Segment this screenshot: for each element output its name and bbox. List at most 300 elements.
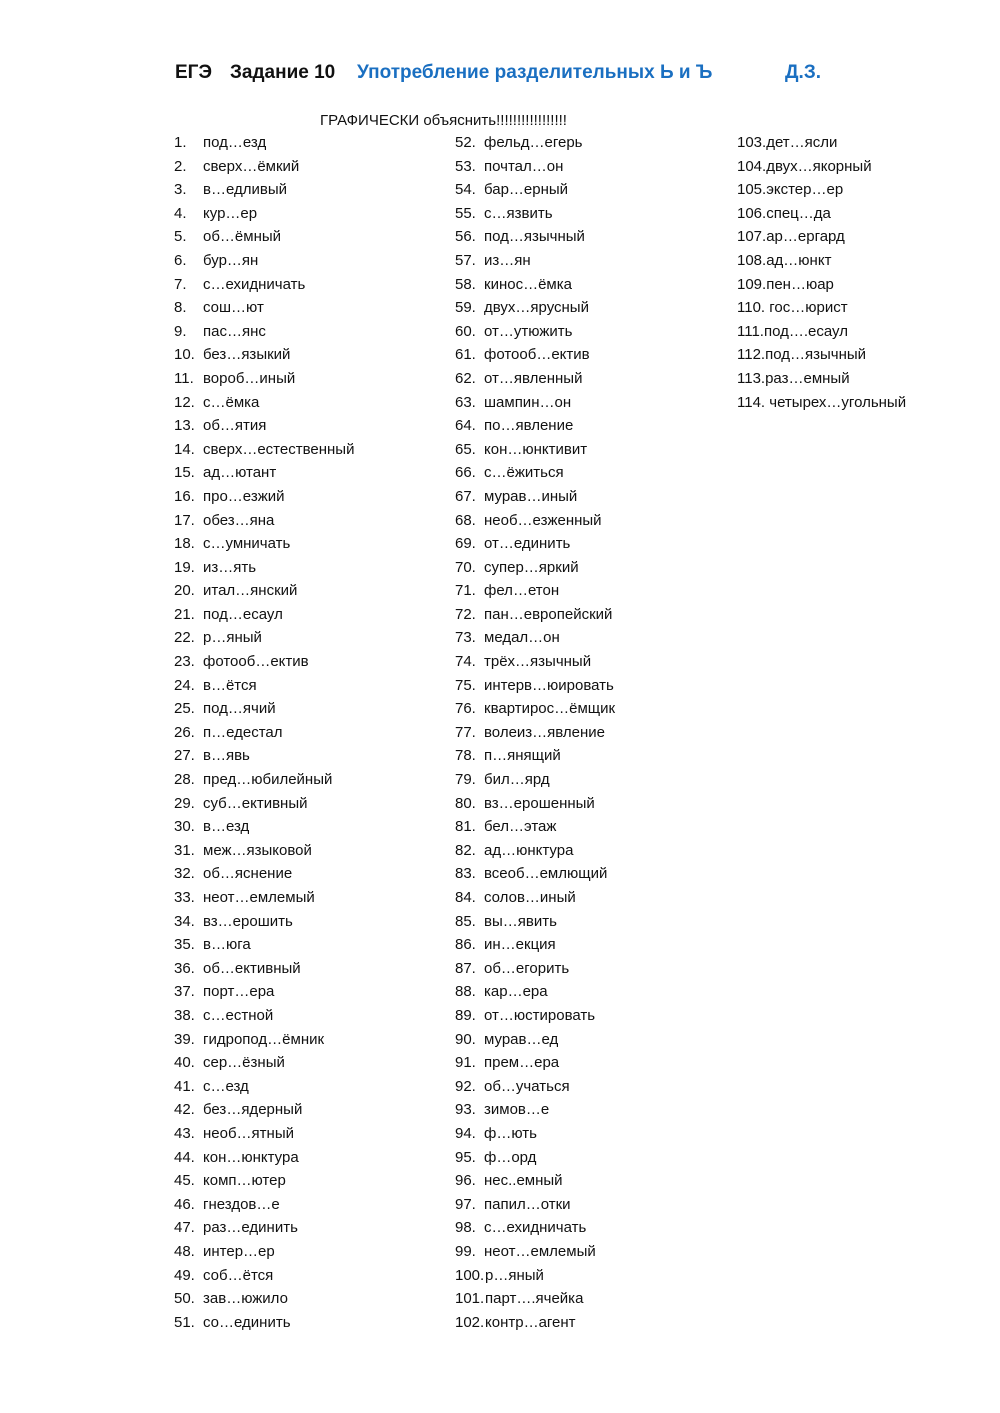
list-item bbox=[455, 1004, 615, 1028]
list-item bbox=[455, 391, 615, 415]
word-list-column-2 bbox=[455, 131, 615, 1334]
item-word: неот…емлемый bbox=[484, 1242, 596, 1260]
list-item bbox=[174, 273, 354, 297]
item-number: 29. bbox=[174, 794, 195, 812]
list-item bbox=[174, 957, 354, 981]
item-number: 34. bbox=[174, 912, 195, 930]
item-number: 38. bbox=[174, 1006, 195, 1024]
item-word: нес..емный bbox=[484, 1172, 563, 1190]
list-item bbox=[174, 744, 354, 768]
item-number: 3. bbox=[174, 181, 187, 199]
list-item bbox=[455, 438, 615, 462]
item-number: 69. bbox=[455, 535, 476, 553]
item-word: комп…ютер bbox=[203, 1172, 286, 1190]
item-word: п…едестал bbox=[203, 723, 283, 741]
item-word: вороб…иный bbox=[203, 369, 296, 387]
item-word: раз…единить bbox=[203, 1219, 298, 1237]
list-item bbox=[174, 886, 354, 910]
item-number: 58. bbox=[455, 275, 476, 293]
item-word: вз…ерошить bbox=[203, 912, 293, 930]
list-item bbox=[174, 391, 354, 415]
item-word: под…езд bbox=[203, 134, 267, 151]
item-word: гидропод…ёмник bbox=[203, 1030, 325, 1048]
list-item bbox=[455, 862, 615, 886]
list-item bbox=[174, 178, 354, 202]
list-item bbox=[174, 980, 354, 1004]
list-item bbox=[455, 980, 615, 1004]
item-word: под….есаул bbox=[763, 322, 848, 340]
list-item bbox=[174, 438, 354, 462]
item-number: 111. bbox=[737, 322, 764, 340]
item-number: 55. bbox=[455, 204, 476, 222]
item-number: 76. bbox=[455, 700, 476, 718]
item-number: 57. bbox=[455, 251, 476, 269]
item-word: в…езд bbox=[203, 818, 250, 836]
item-number: 61. bbox=[455, 346, 476, 364]
list-item bbox=[455, 296, 615, 320]
list-item bbox=[737, 343, 906, 367]
item-number: 78. bbox=[455, 747, 476, 765]
list-item bbox=[455, 1122, 615, 1146]
list-item bbox=[455, 697, 615, 721]
word-list-column-3 bbox=[737, 131, 906, 414]
item-word: от…утюжить bbox=[484, 322, 573, 340]
item-word: с…язвить bbox=[484, 204, 553, 222]
list-item bbox=[455, 343, 615, 367]
list-item bbox=[174, 839, 354, 863]
list-item bbox=[174, 1169, 354, 1193]
list-item bbox=[455, 131, 615, 155]
item-number: 86. bbox=[455, 936, 476, 954]
item-word: фотооб…ектив bbox=[484, 346, 590, 364]
list-item bbox=[455, 626, 615, 650]
item-word: из…ян bbox=[484, 251, 531, 269]
item-word: ф…орд bbox=[484, 1148, 537, 1166]
list-item bbox=[174, 1004, 354, 1028]
item-number: 99. bbox=[455, 1242, 476, 1260]
item-number: 112. bbox=[737, 346, 766, 364]
list-item bbox=[737, 367, 906, 391]
list-item bbox=[455, 155, 615, 179]
list-item bbox=[174, 1146, 354, 1170]
list-item bbox=[455, 1264, 615, 1288]
list-item bbox=[174, 1193, 354, 1217]
item-number: 94. bbox=[455, 1124, 476, 1142]
list-item bbox=[174, 367, 354, 391]
list-item bbox=[455, 579, 615, 603]
list-item bbox=[455, 414, 615, 438]
list-item bbox=[174, 1051, 354, 1075]
item-word: п…янящий bbox=[484, 747, 561, 765]
list-item bbox=[174, 461, 354, 485]
item-word: от…единить bbox=[484, 535, 571, 553]
item-word: об…егорить bbox=[484, 959, 570, 977]
item-word: под…ячий bbox=[203, 700, 276, 718]
item-number: 49. bbox=[174, 1266, 195, 1284]
item-word: сверх…ёмкий bbox=[203, 157, 300, 175]
item-number: 90. bbox=[455, 1030, 476, 1048]
item-word: папил…отки bbox=[484, 1195, 571, 1213]
item-number: 106. bbox=[737, 204, 767, 222]
item-word: ин…екция bbox=[484, 936, 556, 954]
item-number: 60. bbox=[455, 322, 476, 340]
item-number: 32. bbox=[174, 865, 195, 883]
list-item bbox=[174, 1264, 354, 1288]
item-number: 16. bbox=[174, 487, 195, 505]
list-item bbox=[174, 1240, 354, 1264]
item-number: 73. bbox=[455, 629, 476, 647]
item-number: 77. bbox=[455, 723, 476, 741]
item-word: под…язычный bbox=[765, 346, 867, 364]
list-item bbox=[174, 792, 354, 816]
item-word: в…ётся bbox=[203, 676, 257, 694]
item-number: 71. bbox=[455, 582, 476, 600]
item-word: соб…ётся bbox=[203, 1266, 274, 1284]
item-word: сер…ёзный bbox=[203, 1054, 285, 1072]
item-word: пред…юбилейный bbox=[203, 771, 333, 789]
item-number: 26. bbox=[174, 723, 195, 741]
item-number: 30. bbox=[174, 818, 195, 836]
list-item bbox=[455, 957, 615, 981]
item-word: зимов…е bbox=[484, 1101, 550, 1119]
list-item bbox=[455, 367, 615, 391]
item-number: 45. bbox=[174, 1172, 195, 1190]
item-word: от…явленный bbox=[484, 369, 583, 387]
item-word: под…язычный bbox=[484, 228, 585, 246]
item-word: контр…агент bbox=[485, 1313, 576, 1331]
item-word: всеоб…емлющий bbox=[484, 865, 608, 883]
list-item bbox=[455, 1075, 615, 1099]
item-number: 27. bbox=[174, 747, 195, 765]
item-word: в…юга bbox=[203, 936, 251, 954]
list-item bbox=[174, 320, 354, 344]
list-item bbox=[174, 485, 354, 509]
item-word: в…едливый bbox=[203, 181, 287, 199]
header-topic: Употребление разделительных Ь и Ъ bbox=[357, 62, 713, 83]
item-number: 65. bbox=[455, 440, 476, 458]
item-number: 83. bbox=[455, 865, 476, 883]
list-item bbox=[737, 391, 906, 415]
item-word: дет…ясли bbox=[766, 134, 838, 151]
item-number: 67. bbox=[455, 487, 476, 505]
list-item bbox=[455, 1193, 615, 1217]
item-word: солов…иный bbox=[484, 889, 576, 906]
item-number: 87. bbox=[455, 959, 476, 977]
list-item bbox=[455, 532, 615, 556]
item-number: 31. bbox=[174, 841, 195, 859]
item-word: об…ятия bbox=[203, 417, 267, 435]
item-number: 75. bbox=[455, 676, 476, 694]
list-item bbox=[174, 721, 354, 745]
item-word: вз…ерошенный bbox=[484, 794, 595, 812]
item-word: волеиз…явление bbox=[484, 723, 606, 741]
list-item bbox=[455, 1311, 615, 1335]
item-word: с…ехидничать bbox=[203, 275, 306, 293]
list-item bbox=[174, 556, 354, 580]
item-word: медал…он bbox=[484, 629, 560, 647]
list-item bbox=[737, 320, 906, 344]
list-item bbox=[455, 933, 615, 957]
list-item bbox=[455, 1051, 615, 1075]
list-item bbox=[174, 697, 354, 721]
item-word: двух…ярусный bbox=[484, 299, 589, 317]
item-number: 109. bbox=[737, 275, 767, 293]
list-item bbox=[737, 155, 906, 179]
list-item bbox=[174, 768, 354, 792]
list-item bbox=[174, 225, 354, 249]
item-word: ад…юнктура bbox=[484, 841, 574, 859]
item-word: фельд…егерь bbox=[484, 134, 583, 151]
item-word: об…ёмный bbox=[203, 228, 282, 246]
item-number: 23. bbox=[174, 653, 195, 671]
item-number: 95. bbox=[455, 1148, 476, 1166]
item-word: с…ехидничать bbox=[484, 1219, 587, 1237]
item-word: с…естной bbox=[203, 1006, 274, 1024]
item-word: бел…этаж bbox=[484, 818, 557, 836]
item-number: 11. bbox=[174, 369, 194, 387]
list-item bbox=[174, 603, 354, 627]
item-number: 48. bbox=[174, 1242, 195, 1260]
list-item bbox=[455, 249, 615, 273]
item-word: без…ядерный bbox=[203, 1101, 303, 1119]
item-number: 44. bbox=[174, 1148, 195, 1166]
item-number: 36. bbox=[174, 959, 195, 977]
item-number: 84. bbox=[455, 889, 476, 906]
item-number: 18. bbox=[174, 535, 195, 553]
item-word: бур…ян bbox=[203, 251, 259, 269]
list-item bbox=[174, 1216, 354, 1240]
item-word: со…единить bbox=[203, 1313, 291, 1331]
item-word: итал…янский bbox=[203, 582, 298, 600]
list-item bbox=[455, 1169, 615, 1193]
item-number: 53. bbox=[455, 157, 476, 175]
list-item bbox=[455, 886, 615, 910]
item-word: про…езжий bbox=[203, 487, 285, 505]
list-item bbox=[174, 249, 354, 273]
list-item bbox=[737, 178, 906, 202]
item-word: в…явь bbox=[203, 747, 250, 765]
item-word: вы…явить bbox=[484, 912, 557, 930]
item-word: фел…етон bbox=[484, 582, 560, 600]
item-number: 80. bbox=[455, 794, 476, 812]
item-word: под…есаул bbox=[203, 605, 283, 623]
item-word: р…яный bbox=[485, 1266, 544, 1284]
item-number: 100. bbox=[455, 1266, 485, 1284]
item-word: кур…ер bbox=[203, 204, 258, 222]
item-word: без…языкий bbox=[203, 346, 291, 364]
list-item bbox=[174, 1075, 354, 1099]
item-number: 8. bbox=[174, 299, 187, 317]
item-number: 93. bbox=[455, 1101, 476, 1119]
item-word: по…явление bbox=[484, 417, 574, 435]
item-number: 103. bbox=[737, 134, 767, 151]
item-number: 79. bbox=[455, 771, 476, 789]
list-item bbox=[174, 910, 354, 934]
item-word: пан…европейский bbox=[484, 605, 613, 623]
item-word: меж…языковой bbox=[203, 841, 312, 859]
item-number: 72. bbox=[455, 605, 476, 623]
list-item bbox=[737, 225, 906, 249]
list-item bbox=[174, 296, 354, 320]
item-word: с…езд bbox=[203, 1077, 249, 1095]
item-word: четырех…угольный bbox=[765, 393, 907, 411]
list-item bbox=[174, 1028, 354, 1052]
list-item bbox=[455, 273, 615, 297]
list-item bbox=[455, 603, 615, 627]
item-word: неот…емлемый bbox=[203, 889, 315, 906]
item-number: 107. bbox=[737, 228, 767, 246]
item-number: 98. bbox=[455, 1219, 476, 1237]
item-number: 9. bbox=[174, 322, 187, 340]
list-item bbox=[455, 320, 615, 344]
list-item bbox=[737, 296, 906, 320]
list-item bbox=[455, 1240, 615, 1264]
list-item bbox=[455, 910, 615, 934]
item-word: фотооб…ектив bbox=[203, 653, 309, 671]
list-item bbox=[455, 744, 615, 768]
item-word: сош…ют bbox=[203, 299, 264, 317]
list-item bbox=[737, 273, 906, 297]
item-number: 74. bbox=[455, 653, 476, 671]
list-item bbox=[174, 532, 354, 556]
item-word: об…яснение bbox=[203, 865, 293, 883]
list-item bbox=[455, 461, 615, 485]
list-item bbox=[455, 721, 615, 745]
item-word: необ…езженный bbox=[484, 511, 602, 529]
item-number: 12. bbox=[174, 393, 195, 411]
instruction-subtitle: ГРАФИЧЕСКИ объяснить!!!!!!!!!!!!!!!!! bbox=[320, 112, 567, 129]
item-number: 113. bbox=[737, 369, 766, 387]
item-word: интерв…юировать bbox=[484, 676, 614, 694]
list-item bbox=[174, 674, 354, 698]
item-number: 17. bbox=[174, 511, 195, 529]
list-item bbox=[174, 155, 354, 179]
item-number: 54. bbox=[455, 181, 476, 199]
item-word: пас…янс bbox=[203, 322, 266, 340]
item-word: раз…емный bbox=[765, 369, 850, 387]
item-word: супер…яркий bbox=[484, 558, 579, 576]
item-word: порт…ера bbox=[203, 983, 275, 1001]
list-item bbox=[174, 343, 354, 367]
list-item bbox=[455, 815, 615, 839]
item-word: обез…яна bbox=[203, 511, 275, 529]
item-number: 47. bbox=[174, 1219, 195, 1237]
list-item bbox=[455, 768, 615, 792]
item-word: с…умничать bbox=[203, 535, 291, 553]
item-word: кинос…ёмка bbox=[484, 275, 572, 293]
list-item bbox=[174, 815, 354, 839]
item-word: гос…юрист bbox=[765, 299, 848, 317]
item-number: 42. bbox=[174, 1101, 195, 1119]
item-word: необ…ятный bbox=[203, 1124, 294, 1142]
item-word: бил…ярд bbox=[484, 771, 550, 789]
list-item bbox=[737, 249, 906, 273]
item-word: ад…ютант bbox=[203, 464, 277, 482]
item-number: 35. bbox=[174, 936, 195, 954]
item-number: 43. bbox=[174, 1124, 195, 1142]
item-number: 104. bbox=[737, 157, 767, 175]
item-number: 4. bbox=[174, 204, 187, 222]
item-number: 22. bbox=[174, 629, 195, 647]
item-word: об…учаться bbox=[484, 1077, 570, 1095]
item-word: прем…ера bbox=[484, 1054, 560, 1072]
item-number: 66. bbox=[455, 464, 476, 482]
item-number: 92. bbox=[455, 1077, 476, 1095]
item-word: с…ёмка bbox=[203, 393, 260, 411]
item-number: 41. bbox=[174, 1077, 195, 1095]
word-list-column-1 bbox=[174, 131, 354, 1334]
item-word: мурав…иный bbox=[484, 487, 578, 505]
item-word: мурав…ед bbox=[484, 1030, 559, 1048]
item-word: экстер…ер bbox=[766, 181, 844, 199]
item-number: 81. bbox=[455, 818, 476, 836]
item-number: 85. bbox=[455, 912, 476, 930]
item-number: 1. bbox=[174, 134, 187, 151]
item-number: 52. bbox=[455, 134, 476, 151]
item-word: из…ять bbox=[203, 558, 257, 576]
item-number: 15. bbox=[174, 464, 195, 482]
item-word: р…яный bbox=[203, 629, 262, 647]
item-number: 5. bbox=[174, 228, 187, 246]
item-number: 56. bbox=[455, 228, 476, 246]
header-homework-label: Д.З. bbox=[785, 62, 821, 83]
list-item bbox=[174, 1311, 354, 1335]
item-number: 59. bbox=[455, 299, 476, 317]
list-item bbox=[455, 485, 615, 509]
list-item bbox=[455, 1216, 615, 1240]
item-number: 51. bbox=[174, 1313, 195, 1331]
list-item bbox=[455, 839, 615, 863]
list-item bbox=[455, 792, 615, 816]
list-item bbox=[455, 1287, 615, 1311]
list-item bbox=[737, 131, 906, 155]
item-number: 114. bbox=[737, 393, 766, 411]
item-number: 89. bbox=[455, 1006, 476, 1024]
list-item bbox=[174, 650, 354, 674]
list-item bbox=[174, 1287, 354, 1311]
item-word: сверх…естественный bbox=[203, 440, 355, 458]
item-word: от…юстировать bbox=[484, 1006, 596, 1024]
list-item bbox=[455, 556, 615, 580]
item-word: пен…юар bbox=[766, 275, 834, 293]
item-number: 7. bbox=[174, 275, 187, 293]
item-number: 108. bbox=[737, 251, 767, 269]
item-number: 63. bbox=[455, 393, 476, 411]
item-number: 62. bbox=[455, 369, 476, 387]
item-number: 46. bbox=[174, 1195, 195, 1213]
item-word: интер…ер bbox=[203, 1242, 275, 1260]
item-number: 37. bbox=[174, 983, 195, 1001]
item-number: 28. bbox=[174, 771, 195, 789]
list-item bbox=[174, 131, 354, 155]
item-word: ад…юнкт bbox=[766, 251, 832, 269]
item-word: зав…южило bbox=[203, 1290, 288, 1308]
item-word: квартирос…ёмщик bbox=[484, 700, 616, 718]
list-item bbox=[455, 1146, 615, 1170]
item-number: 14. bbox=[174, 440, 195, 458]
item-number: 102. bbox=[455, 1313, 485, 1331]
item-word: гнездов…е bbox=[203, 1195, 280, 1213]
item-number: 25. bbox=[174, 700, 195, 718]
item-word: об…ективный bbox=[203, 959, 301, 977]
item-word: шампин…он bbox=[484, 393, 572, 411]
list-item bbox=[455, 1098, 615, 1122]
list-item bbox=[455, 674, 615, 698]
list-item bbox=[455, 509, 615, 533]
list-item bbox=[455, 225, 615, 249]
list-item bbox=[174, 579, 354, 603]
item-number: 10. bbox=[174, 346, 195, 364]
